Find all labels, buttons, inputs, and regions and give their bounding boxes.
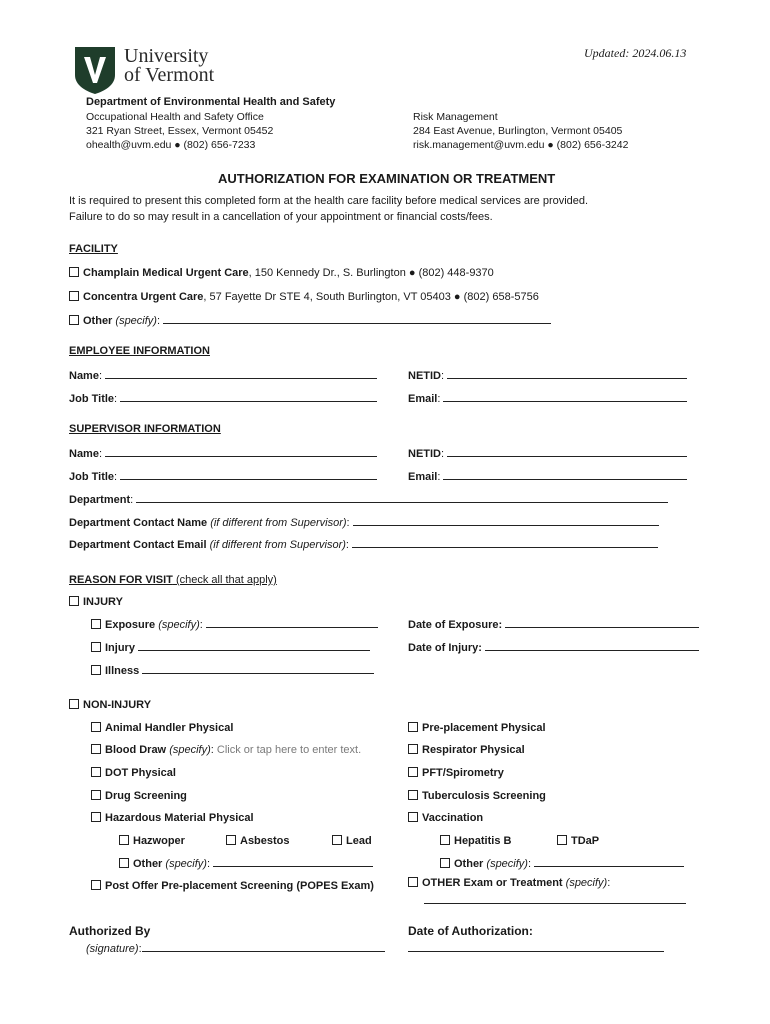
- dept-title: Department of Environmental Health and Safety: [86, 96, 336, 108]
- other-exam-option[interactable]: OTHER Exam or Treatment (specify):: [408, 877, 610, 889]
- checkbox[interactable]: [408, 744, 418, 754]
- dept-contact-email-field[interactable]: [352, 538, 658, 548]
- checkbox[interactable]: [119, 835, 129, 845]
- reason-heading: REASON FOR VISIT (check all that apply): [69, 574, 277, 586]
- right-contact-line3: risk.management@uvm.edu ● (802) 656-3242: [413, 139, 629, 151]
- signature-row: (signature):: [86, 942, 385, 955]
- checkbox[interactable]: [440, 858, 450, 868]
- hazmat-other-field[interactable]: [213, 857, 373, 867]
- intro-line1: It is required to present this completed form at the health care facility before medical services are provided.: [69, 195, 589, 207]
- supervisor-netid-row: NETID:: [408, 447, 687, 460]
- supervisor-netid-field[interactable]: [447, 447, 687, 457]
- facility-option-other[interactable]: Other (specify):: [69, 314, 551, 327]
- exposure-field[interactable]: [206, 618, 378, 628]
- checkbox[interactable]: [408, 722, 418, 732]
- vaccination-other-field[interactable]: [534, 857, 684, 867]
- authorized-by-label: Authorized By: [69, 924, 151, 938]
- uvm-shield-logo: [73, 45, 117, 95]
- checkbox[interactable]: [408, 767, 418, 777]
- supervisor-job-row: Job Title:: [69, 470, 377, 483]
- supervisor-job-field[interactable]: [120, 470, 377, 480]
- injury-item-option[interactable]: Injury: [91, 641, 370, 654]
- blood-draw-option[interactable]: Blood Draw (specify): Click or tap here to enter text.: [91, 744, 361, 756]
- supervisor-email-row: Email:: [408, 470, 687, 483]
- injury-field[interactable]: [138, 641, 370, 651]
- checkbox[interactable]: [91, 665, 101, 675]
- signature-field[interactable]: [142, 942, 385, 952]
- tdap-option[interactable]: TDaP: [557, 835, 599, 847]
- checkbox[interactable]: [226, 835, 236, 845]
- checkbox[interactable]: [91, 767, 101, 777]
- logo-text-line2: of Vermont: [124, 64, 215, 86]
- checkbox[interactable]: [91, 619, 101, 629]
- drug-screening-option[interactable]: Drug Screening: [91, 790, 187, 802]
- facility-other-field[interactable]: [163, 314, 551, 324]
- dept-contact-email-row: Department Contact Email (if different from Supervisor):: [69, 538, 658, 551]
- preplacement-option[interactable]: Pre-placement Physical: [408, 722, 546, 734]
- left-contact-line3: ohealth@uvm.edu ● (802) 656-7233: [86, 139, 256, 151]
- department-row: Department:: [69, 493, 668, 506]
- exposure-option[interactable]: Exposure (specify):: [91, 618, 378, 631]
- checkbox[interactable]: [91, 790, 101, 800]
- dept-contact-name-row: Department Contact Name (if different from Supervisor):: [69, 516, 659, 529]
- employee-netid-field[interactable]: [447, 369, 687, 379]
- right-contact-line2: 284 East Avenue, Burlington, Vermont 05405: [413, 125, 623, 137]
- date-injury-row: Date of Injury:: [408, 641, 699, 654]
- supervisor-name-row: Name:: [69, 447, 377, 460]
- vaccination-other-option[interactable]: Other (specify):: [440, 857, 684, 870]
- checkbox[interactable]: [332, 835, 342, 845]
- date-exposure-row: Date of Exposure:: [408, 618, 699, 631]
- checkbox[interactable]: [69, 291, 79, 301]
- employee-netid-row: NETID:: [408, 369, 687, 382]
- date-exposure-field[interactable]: [505, 618, 699, 628]
- illness-field[interactable]: [142, 664, 374, 674]
- checkbox[interactable]: [69, 315, 79, 325]
- facility-option-concentra[interactable]: Concentra Urgent Care, 57 Fayette Dr STE 4, South Burlington, VT 05403 ● (802) 658-5756: [69, 291, 539, 303]
- employee-email-row: Email:: [408, 392, 687, 405]
- pft-option[interactable]: PFT/Spirometry: [408, 767, 504, 779]
- right-contact-line1: Risk Management: [413, 111, 498, 123]
- employee-name-field[interactable]: [105, 369, 377, 379]
- blood-draw-text-field[interactable]: Click or tap here to enter text.: [216, 744, 362, 756]
- checkbox[interactable]: [69, 596, 79, 606]
- dot-physical-option[interactable]: DOT Physical: [91, 767, 176, 779]
- hazmat-option[interactable]: Hazardous Material Physical: [91, 812, 254, 824]
- checkbox[interactable]: [440, 835, 450, 845]
- supervisor-name-field[interactable]: [105, 447, 377, 457]
- illness-option[interactable]: Illness: [91, 664, 374, 677]
- left-contact-line1: Occupational Health and Safety Office: [86, 111, 264, 123]
- checkbox[interactable]: [91, 744, 101, 754]
- date-authorization-field[interactable]: [408, 942, 664, 952]
- form-title: AUTHORIZATION FOR EXAMINATION OR TREATMENT: [218, 171, 556, 186]
- facility-option-champlain[interactable]: Champlain Medical Urgent Care, 150 Kennedy Dr., S. Burlington ● (802) 448-9370: [69, 267, 494, 279]
- hazwoper-option[interactable]: Hazwoper: [119, 835, 185, 847]
- checkbox[interactable]: [557, 835, 567, 845]
- department-field[interactable]: [136, 493, 668, 503]
- vaccination-option[interactable]: Vaccination: [408, 812, 483, 824]
- respirator-option[interactable]: Respirator Physical: [408, 744, 525, 756]
- tb-screening-option[interactable]: Tuberculosis Screening: [408, 790, 546, 802]
- animal-handler-option[interactable]: Animal Handler Physical: [91, 722, 233, 734]
- updated-date: Updated: 2024.06.13: [584, 46, 687, 60]
- other-exam-field[interactable]: [424, 894, 686, 904]
- employee-job-field[interactable]: [120, 392, 377, 402]
- popes-option[interactable]: Post Offer Pre-placement Screening (POPES Exam): [91, 880, 374, 892]
- checkbox[interactable]: [408, 790, 418, 800]
- date-injury-field[interactable]: [485, 641, 699, 651]
- checkbox[interactable]: [408, 812, 418, 822]
- employee-email-field[interactable]: [443, 392, 687, 402]
- hazmat-other-option[interactable]: Other (specify):: [119, 857, 373, 870]
- facility-heading: FACILITY: [69, 243, 118, 255]
- non-injury-option[interactable]: NON-INJURY: [69, 699, 151, 711]
- checkbox[interactable]: [91, 722, 101, 732]
- checkbox[interactable]: [91, 642, 101, 652]
- supervisor-heading: SUPERVISOR INFORMATION: [69, 423, 221, 435]
- employee-name-row: Name:: [69, 369, 377, 382]
- intro-line2: Failure to do so may result in a cancellation of your appointment or financial costs/fees.: [69, 211, 493, 223]
- employee-heading: EMPLOYEE INFORMATION: [69, 345, 210, 357]
- hepatitis-b-option[interactable]: Hepatitis B: [440, 835, 511, 847]
- checkbox[interactable]: [69, 699, 79, 709]
- supervisor-email-field[interactable]: [443, 470, 687, 480]
- checkbox[interactable]: [69, 267, 79, 277]
- date-authorization-label: Date of Authorization:: [408, 924, 533, 938]
- checkbox[interactable]: [91, 880, 101, 890]
- injury-option[interactable]: INJURY: [69, 596, 123, 608]
- checkbox[interactable]: [119, 858, 129, 868]
- lead-option[interactable]: Lead: [332, 835, 372, 847]
- dept-contact-name-field[interactable]: [353, 516, 659, 526]
- checkbox[interactable]: [91, 812, 101, 822]
- employee-job-row: Job Title:: [69, 392, 377, 405]
- left-contact-line2: 321 Ryan Street, Essex, Vermont 05452: [86, 125, 274, 137]
- asbestos-option[interactable]: Asbestos: [226, 835, 290, 847]
- checkbox[interactable]: [408, 877, 418, 887]
- logo-text-line1: University: [124, 45, 209, 67]
